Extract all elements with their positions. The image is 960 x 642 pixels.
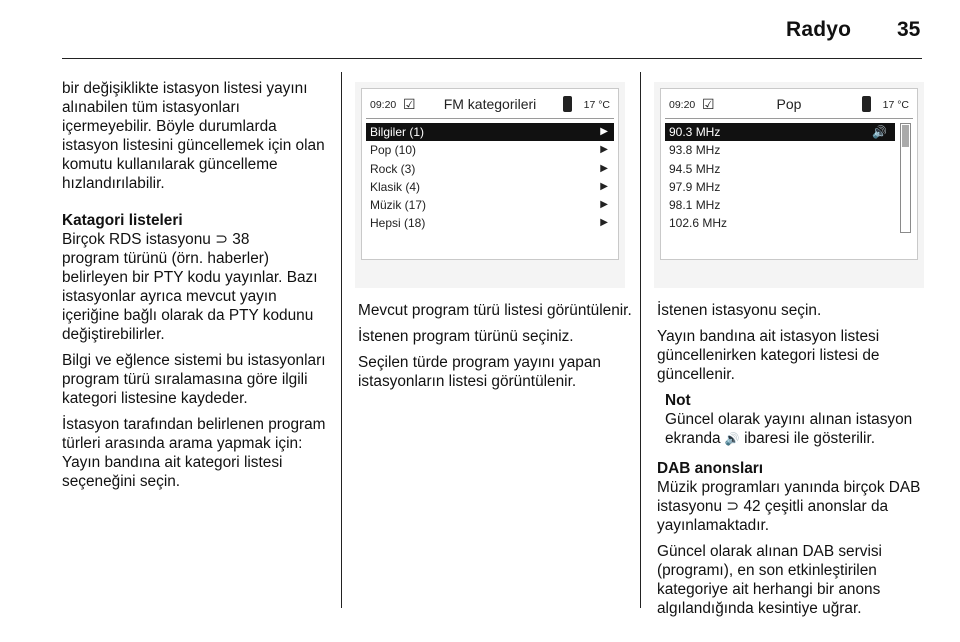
station-list-scrollbar[interactable] [900,123,911,233]
list-item[interactable] [665,196,895,214]
page-ref-icon: ⊃ [726,498,740,515]
dab-paragraph [657,478,927,535]
check-icon: ☑ [702,96,715,112]
category-list [366,123,614,233]
column-divider-right [640,72,641,608]
middle-column [358,301,633,398]
list-item-label: Müzik (17) [370,198,427,213]
pop-stations-screenshot [654,82,924,288]
clock-text: 09:20 [370,99,397,111]
rds-text-b: program türünü (örn. haberler) belirleyen bir PTY kodu yayınlar. Bazı istasyonlar ayrıca mevcut yayın içeriğine bağlı olarak da PTY kodunu değiştirebilirler. [62,250,318,343]
chevron-right-icon: ▶ [600,126,608,137]
header-rule [62,58,922,59]
chevron-right-icon: ▶ [600,199,608,211]
screen-status-bar [366,94,614,119]
list-item[interactable] [665,160,895,178]
list-item-label: Rock (3) [370,161,416,176]
middle-paragraph-3: Seçilen türde program yayını yapan istasyonların listesi görüntülenir. [358,354,601,390]
list-item[interactable] [665,178,895,196]
list-item[interactable] [366,178,614,196]
list-item[interactable] [366,160,614,178]
note-title: Not [665,392,691,409]
list-item-label: 97.9 MHz [669,179,721,194]
list-item[interactable] [665,214,895,232]
page-header-title: Radyo [786,18,852,41]
temperature-text: 17 °C [583,99,610,111]
dab-text-b: çeşitli anonslar da yayınlamaktadır. [657,498,889,534]
list-item-label: Bilgiler (1) [370,125,425,139]
check-icon: ☑ [403,96,416,112]
list-item-label: 94.5 MHz [669,161,721,176]
chevron-right-icon: ▶ [600,180,608,192]
speaker-icon: 🔊 [872,125,887,139]
list-item[interactable] [366,214,614,232]
list-item-label: Klasik (4) [370,179,421,194]
right-paragraph-1: İstenen istasyonu seçin. [657,302,822,319]
temperature-text: 17 °C [882,99,909,111]
list-item-label: 90.3 MHz [669,125,721,139]
infotainment-paragraph: Bilgi ve eğlence sistemi bu istasyonları program türü sıralamasına göre ilgili kategori listesine kaydeder. [62,352,326,407]
list-item-label: 93.8 MHz [669,143,721,158]
page-ref-number[interactable]: 42 [739,498,761,515]
screen-title: Pop [776,96,802,112]
list-item[interactable] [665,123,895,141]
right-paragraph-2: Yayın bandına ait istasyon listesi güncellenirken kategori listesi de güncellenir. [657,328,880,383]
dab-interrupt-paragraph: Güncel olarak alınan DAB servisi (programı), en son etkinleştirilen kategoriye ait herhangi bir anons algılandığında kesintiye uğrar. [657,543,882,617]
list-item-label: 98.1 MHz [669,198,721,213]
note-box [657,391,927,449]
thermometer-icon [563,96,572,112]
chevron-right-icon: ▶ [600,144,608,156]
page-number: 35 [897,18,921,41]
middle-paragraph-1: Mevcut program türü listesi görüntülenir. [358,302,632,319]
search-paragraph: İstasyon tarafından belirlenen program türleri arasında arama yapmak için: Yayın bandına ait kategori listesi seçeneğini seçin. [62,416,326,490]
rds-text-a: Birçok RDS istasyonu [62,231,216,248]
screen-status-bar [665,94,913,119]
clock-text: 09:20 [669,99,696,111]
section-heading-dab-announcements: DAB anonsları [657,460,764,477]
chevron-right-icon: ▶ [600,162,608,174]
dab-text-a: Müzik programları yanında birçok DAB istasyonu [657,479,921,515]
middle-paragraph-2: İstenen program türünü seçiniz. [358,328,574,345]
screen-title: FM kategorileri [443,96,537,112]
scrollbar-thumb[interactable] [902,125,909,147]
list-item-label: Hepsi (18) [370,216,426,231]
note-text-a: Güncel olarak yayını alınan istasyon ekranda [665,411,913,447]
speaker-icon: 🔊 [724,432,740,446]
fm-categories-screenshot [355,82,625,288]
left-column [62,79,332,498]
page-ref-number[interactable]: 38 [228,231,250,248]
list-item[interactable] [366,196,614,214]
thermometer-icon [862,96,871,112]
section-heading-category-lists: Katagori listeleri [62,212,183,229]
list-item-label: Pop (10) [370,143,417,158]
list-item[interactable] [366,141,614,159]
note-text-b: ibaresi ile gösterilir. [739,430,876,447]
column-divider-left [341,72,342,608]
list-item[interactable] [366,123,614,141]
list-item[interactable] [665,141,895,159]
right-column [657,301,927,625]
intro-paragraph: bir değişiklikte istasyon listesi yayını alınabilen tüm istasyonları içermeyebilir. Böyle durumlarda istasyon listesini güncellemek için olan komutu kullanılarak güncelleme hızlandırılabilir. [62,80,325,192]
station-list [665,123,895,233]
note-text [665,410,927,449]
chevron-right-icon: ▶ [600,217,608,229]
page-ref-icon: ⊃ [215,231,229,248]
rds-paragraph [62,230,332,344]
list-item-label: 102.6 MHz [669,216,728,231]
